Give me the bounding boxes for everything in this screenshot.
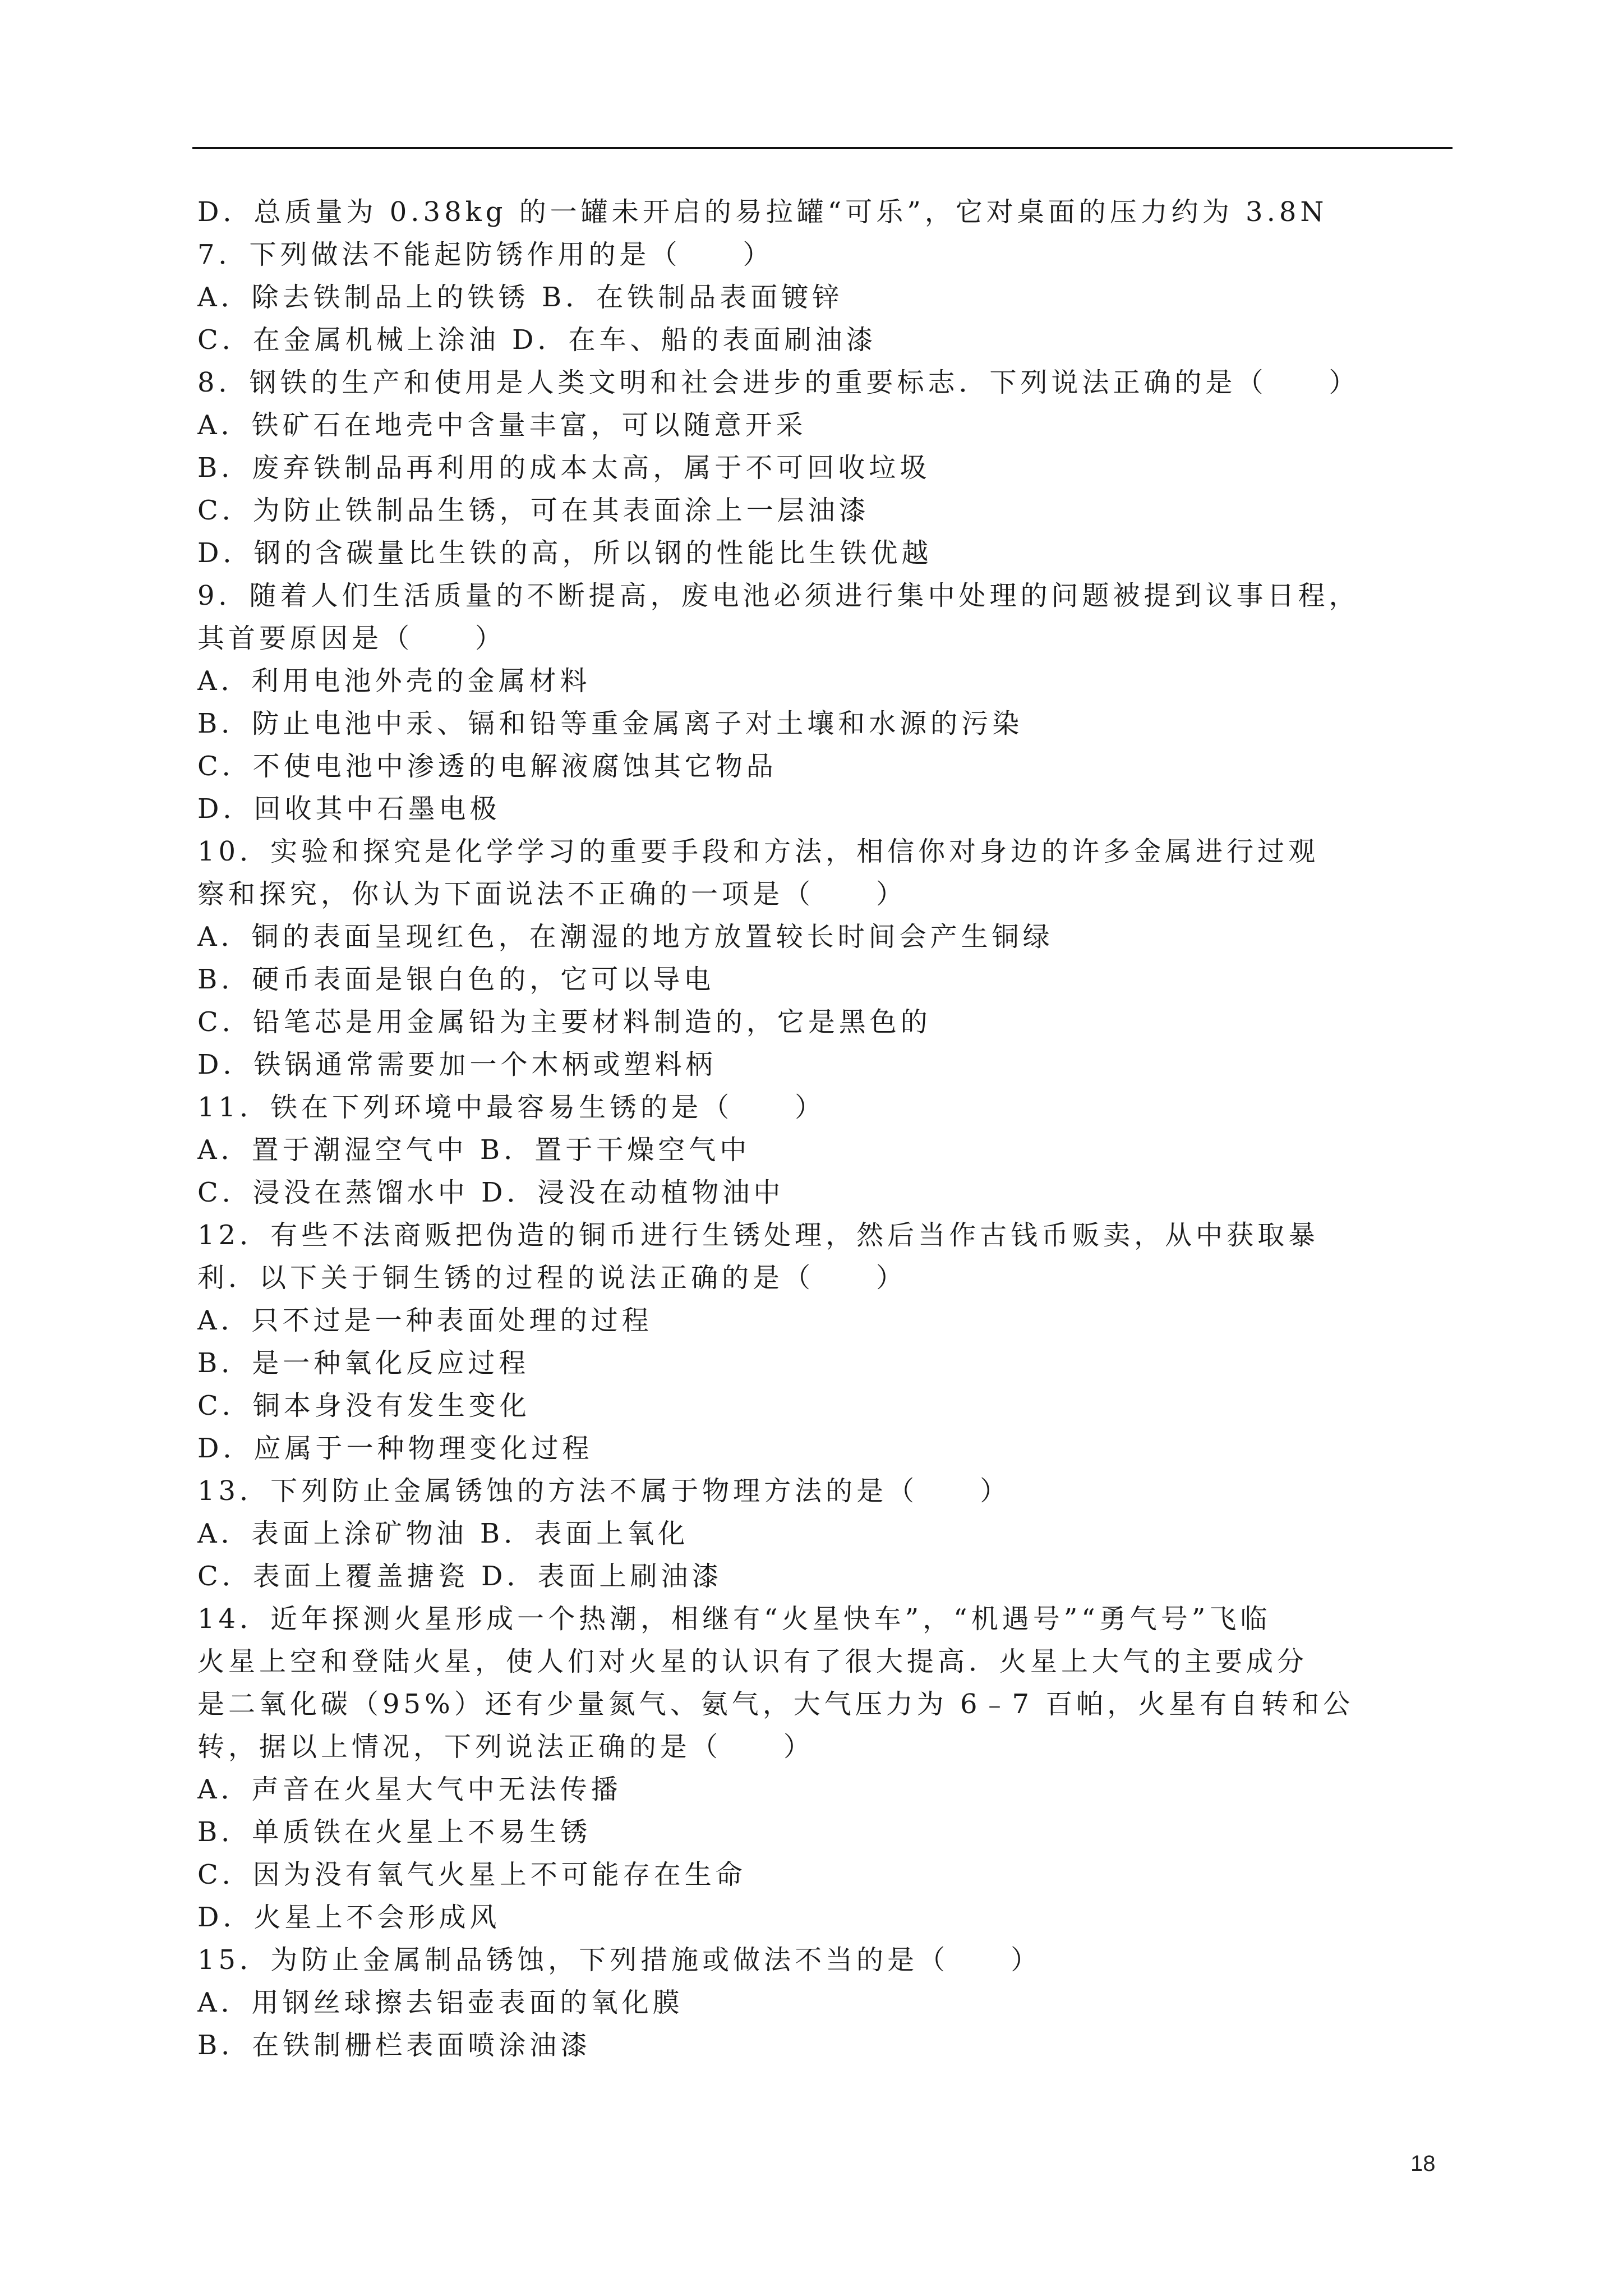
text-line: C．表面上覆盖搪瓷 D．表面上刷油漆 (197, 1561, 723, 1592)
text-line: 利．以下关于铜生锈的过程的说法正确的是（ ） (197, 1262, 907, 1294)
text-line: 12．有些不法商贩把伪造的铜币进行生锈处理，然后当作古钱币贩卖，从中获取暴 (197, 1220, 1320, 1251)
text-line: B．硬币表面是银白色的，它可以导电 (197, 964, 715, 995)
text-line: A．除去铁制品上的铁锈 B．在铁制品表面镀锌 (197, 282, 843, 313)
text-line: A．用钢丝球擦去铝壶表面的氧化膜 (197, 1987, 684, 2018)
text-line: 是二氧化碳（95%）还有少量氮气、氨气，大气压力为 6﹣7 百帕，火星有自转和公 (197, 1688, 1354, 1720)
text-line: D．火星上不会形成风 (197, 1902, 501, 1933)
text-line: 8．钢铁的生产和使用是人类文明和社会进步的重要标志．下列说法正确的是（ ） (197, 367, 1360, 398)
text-line: D．总质量为 0.38kg 的一罐未开启的易拉罐“可乐”，它对桌面的压力约为 3.8N (197, 196, 1328, 228)
text-line: 13．下列防止金属锈蚀的方法不属于物理方法的是（ ） (197, 1475, 1011, 1507)
document-body (197, 191, 1454, 2067)
text-line: A．表面上涂矿物油 B．表面上氧化 (197, 1518, 689, 1549)
text-line: A．利用电池外壳的金属材料 (197, 665, 591, 697)
header-rule (192, 147, 1453, 149)
text-line: 15．为防止金属制品锈蚀，下列措施或做法不当的是（ ） (197, 1944, 1042, 1976)
text-line: 转，据以上情况，下列说法正确的是（ ） (197, 1731, 815, 1763)
text-line: B．废弃铁制品再利用的成本太高，属于不可回收垃圾 (197, 452, 931, 484)
text-line: 察和探究，你认为下面说法不正确的一项是（ ） (197, 878, 907, 910)
text-line: A．只不过是一种表面处理的过程 (197, 1305, 653, 1336)
text-line: A．铜的表面呈现红色，在潮湿的地方放置较长时间会产生铜绿 (197, 921, 1054, 953)
text-line: 9．随着人们生活质量的不断提高，废电池必须进行集中处理的问题被提到议事日程， (197, 580, 1360, 611)
text-line: 7．下列做法不能起防锈作用的是（ ） (197, 239, 774, 270)
text-line: C．因为没有氧气火星上不可能存在生命 (197, 1859, 746, 1890)
text-line: C．为防止铁制品生锈，可在其表面涂上一层油漆 (197, 495, 870, 526)
text-line: C．浸没在蒸馏水中 D．浸没在动植物油中 (197, 1177, 785, 1208)
text-line: D．应属于一种物理变化过程 (197, 1433, 593, 1464)
text-line: D．铁锅通常需要加一个木柄或塑料柄 (197, 1049, 717, 1080)
text-line: 火星上空和登陆火星，使人们对火星的认识有了很大提高．火星上大气的主要成分 (197, 1646, 1308, 1677)
text-line: 其首要原因是（ ） (197, 623, 506, 654)
text-line: C．在金属机械上涂油 D．在车、船的表面刷油漆 (197, 324, 877, 356)
text-line: C．铜本身没有发生变化 (197, 1390, 531, 1421)
text-line: D．回收其中石墨电极 (197, 793, 501, 825)
text-line: C．不使电池中渗透的电解液腐蚀其它物品 (197, 751, 777, 782)
text-line: 11．铁在下列环境中最容易生锈的是（ ） (197, 1092, 826, 1123)
text-line: B．是一种氧化反应过程 (197, 1347, 530, 1379)
page-number: 18 (1410, 2151, 1436, 2176)
text-line: 10．实验和探究是化学学习的重要手段和方法，相信你对身边的许多金属进行过观 (197, 836, 1320, 867)
text-line: B．防止电池中汞、镉和铅等重金属离子对土壤和水源的污染 (197, 708, 1023, 739)
text-line: D．钢的含碳量比生铁的高，所以钢的性能比生铁优越 (197, 537, 933, 569)
text-line: 14．近年探测火星形成一个热潮，相继有“火星快车”，“机遇号”“勇气号”飞临 (197, 1603, 1271, 1635)
text-line: A．铁矿石在地壳中含量丰富，可以随意开采 (197, 409, 807, 441)
text-line: C．铅笔芯是用金属铅为主要材料制造的，它是黑色的 (197, 1006, 932, 1038)
text-line: B．单质铁在火星上不易生锈 (197, 1816, 592, 1848)
text-line: A．置于潮湿空气中 B．置于干燥空气中 (197, 1134, 751, 1166)
text-line: A．声音在火星大气中无法传播 (197, 1774, 622, 1805)
text-line: B．在铁制栅栏表面喷涂油漆 (197, 2030, 592, 2061)
